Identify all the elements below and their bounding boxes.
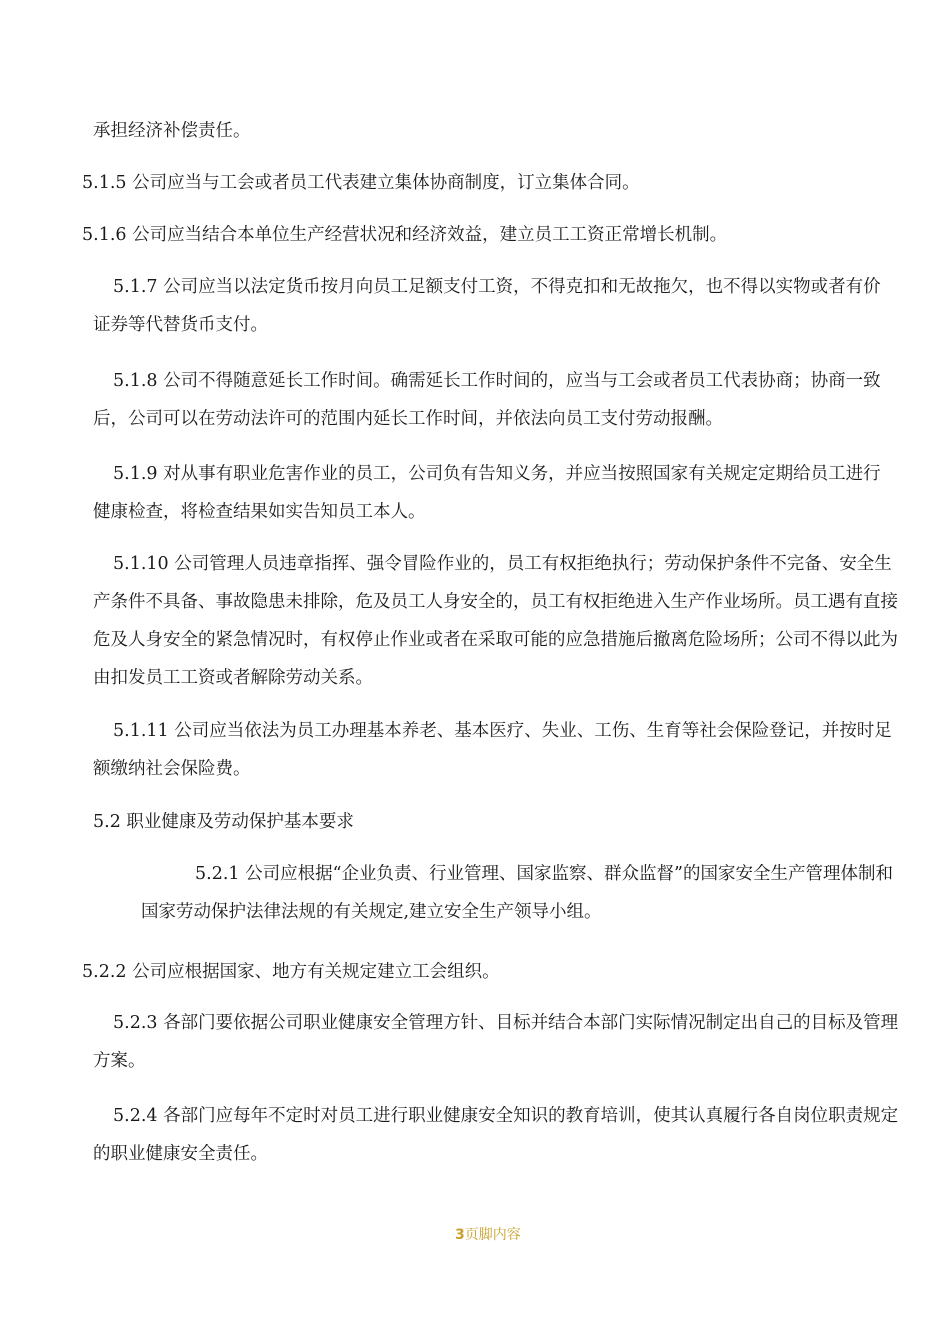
paragraph-5-2-2: 5.2.2 公司应根据国家、地方有关规定建立工会组织。 xyxy=(82,962,500,982)
paragraph-5-1-11: 5.1.11 公司应当依法为员工办理基本养老、基本医疗、失业、工伤、生育等社会保险登记，并按时足额缴纳社会保险费。 xyxy=(93,721,892,779)
footer-text: 页脚内容 xyxy=(464,1227,521,1243)
paragraph-5-2-4: 5.2.4 各部门应每年不定时对员工进行职业健康安全知识的教育培训，使其认真履行各自岗位职责规定的职业健康安全责任。 xyxy=(93,1106,899,1164)
paragraph-5-2-3: 5.2.3 各部门要依据公司职业健康安全管理方针、目标并结合本部门实际情况制定出自己的目标及管理方案。 xyxy=(93,1013,899,1071)
paragraph-5-1-6: 5.1.6 公司应当结合本单位生产经营状况和经济效益，建立员工工资正常增长机制。 xyxy=(82,225,728,245)
page-number: 3 xyxy=(455,1227,465,1243)
paragraph-continuation: 承担经济补偿责任。 xyxy=(93,121,251,141)
paragraph-5-2-1: 5.2.1 公司应根据“企业负责、行业管理、国家监察、群众监督”的国家安全生产管理体制和国家劳动保护法律法规的有关规定,建立安全生产领导小组。 xyxy=(141,864,893,922)
paragraph-5-1-9: 5.1.9 对从事有职业危害作业的员工，公司负有告知义务，并应当按照国家有关规定定期给员工进行健康检查，将检查结果如实告知员工本人。 xyxy=(93,464,881,522)
paragraph-5-1-8: 5.1.8 公司不得随意延长工作时间。确需延长工作时间的，应当与工会或者员工代表协商；协商一致后，公司可以在劳动法许可的范围内延长工作时间，并依法向员工支付劳动报酬。 xyxy=(93,371,881,429)
page-footer xyxy=(455,1225,525,1245)
paragraph-5-1-5: 5.1.5 公司应当与工会或者员工代表建立集体协商制度，订立集体合同。 xyxy=(82,173,640,193)
paragraph-5-1-10: 5.1.10 公司管理人员违章指挥、强令冒险作业的，员工有权拒绝执行；劳动保护条件不完备、安全生产条件不具备、事故隐患未排除，危及员工人身安全的，员工有权拒绝进入生产作业场所。员工遇有直接危及人身安全的紧急情况时，有权停止作业或者在采取可能的应急措施后撤离危险场所；公司不得以此为由扣发员工工资或者解除劳动关系。 xyxy=(93,554,898,688)
paragraph-5-1-7: 5.1.7 公司应当以法定货币按月向员工足额支付工资，不得克扣和无故拖欠，也不得以实物或者有价证券等代替货币支付。 xyxy=(93,277,881,335)
heading-5-2: 5.2 职业健康及劳动保护基本要求 xyxy=(93,812,354,832)
